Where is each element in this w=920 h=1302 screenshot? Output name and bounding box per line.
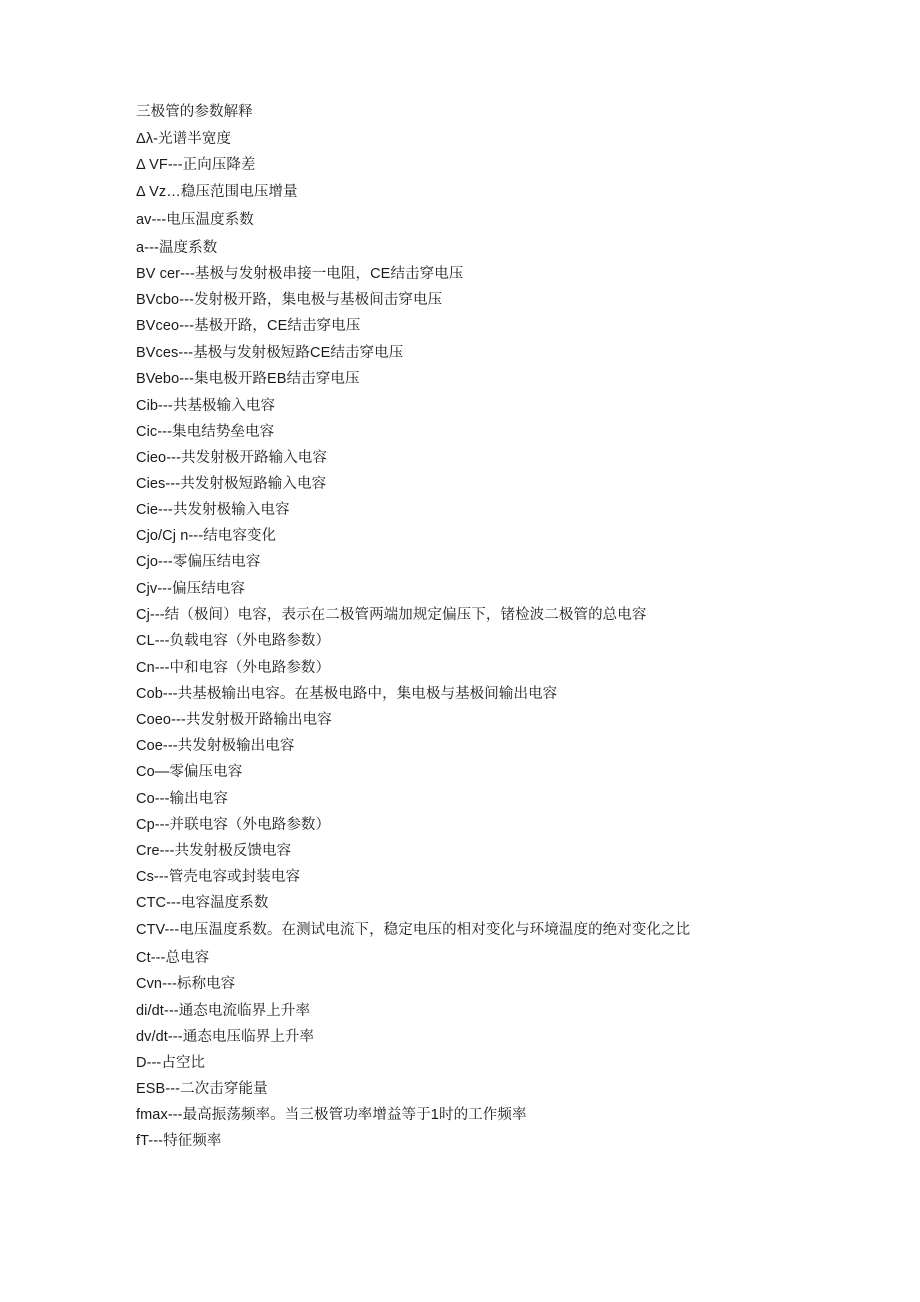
entry-line: dv/dt---通态电压临界上升率 — [136, 1029, 315, 1045]
entry-line: Coeo---共发射极开路输出电容 — [136, 712, 332, 728]
entry-line: Cie---共发射极输入电容 — [136, 502, 290, 518]
entry-line: Δ Vz…稳压范围电压增量 — [136, 184, 298, 200]
entry-line: BVebo---集电极开路EB结击穿电压 — [136, 371, 360, 387]
entry-line: Cp---并联电容（外电路参数） — [136, 817, 331, 833]
entry-line: Cjo---零偏压结电容 — [136, 554, 261, 570]
entry-line: Δ VF---正向压降差 — [136, 157, 256, 173]
entry-line: av---电压温度系数 — [136, 212, 254, 228]
entry-line: CTV---电压温度系数。在测试电流下，稳定电压的相对变化与环境温度的绝对变化之比 — [136, 922, 691, 938]
entry-line: Ct---总电容 — [136, 950, 210, 966]
entry-line: Cvn---标称电容 — [136, 976, 236, 992]
entry-line: Cs---管壳电容或封装电容 — [136, 869, 301, 885]
entry-line: D---占空比 — [136, 1055, 206, 1071]
entry-line: Cjv---偏压结电容 — [136, 581, 246, 597]
entry-line: Cieo---共发射极开路输入电容 — [136, 450, 328, 466]
entry-line: Co---输出电容 — [136, 791, 228, 807]
entry-line: di/dt---通态电流临界上升率 — [136, 1003, 311, 1019]
document-title: 三极管的参数解释 — [136, 104, 253, 120]
entry-line: BVceo---基极开路，CE结击穿电压 — [136, 318, 361, 334]
entry-line: Cj---结（极间）电容，表示在二极管两端加规定偏压下，锗检波二极管的总电容 — [136, 607, 647, 623]
entry-line: ESB---二次击穿能量 — [136, 1081, 268, 1097]
entry-line: CTC---电容温度系数 — [136, 895, 269, 911]
entry-line: fmax---最高振荡频率。当三极管功率增益等于1时的工作频率 — [136, 1107, 527, 1123]
entry-line: BVces---基极与发射极短路CE结击穿电压 — [136, 345, 404, 361]
entry-line: Cob---共基极输出电容。在基极电路中，集电极与基极间输出电容 — [136, 686, 558, 702]
entry-line: Cn---中和电容（外电路参数） — [136, 660, 331, 676]
entry-line: CL---负载电容（外电路参数） — [136, 633, 331, 649]
entry-line: BV cer---基极与发射极串接一电阻，CE结击穿电压 — [136, 266, 464, 282]
entry-line: Cjo/Cj n---结电容变化 — [136, 528, 277, 544]
entry-line: Cies---共发射极短路输入电容 — [136, 476, 327, 492]
entry-line: Δλ-光谱半宽度 — [136, 131, 232, 147]
entry-line: Cib---共基极输入电容 — [136, 398, 276, 414]
entry-line: Coe---共发射极输出电容 — [136, 738, 295, 754]
entry-line: Co—零偏压电容 — [136, 764, 243, 780]
entry-line: Cic---集电结势垒电容 — [136, 424, 275, 440]
entry-line: fT---特征频率 — [136, 1133, 222, 1149]
entry-line: Cre---共发射极反馈电容 — [136, 843, 292, 859]
entry-line: a---温度系数 — [136, 240, 218, 256]
entry-line: BVcbo---发射极开路，集电极与基极间击穿电压 — [136, 292, 443, 308]
